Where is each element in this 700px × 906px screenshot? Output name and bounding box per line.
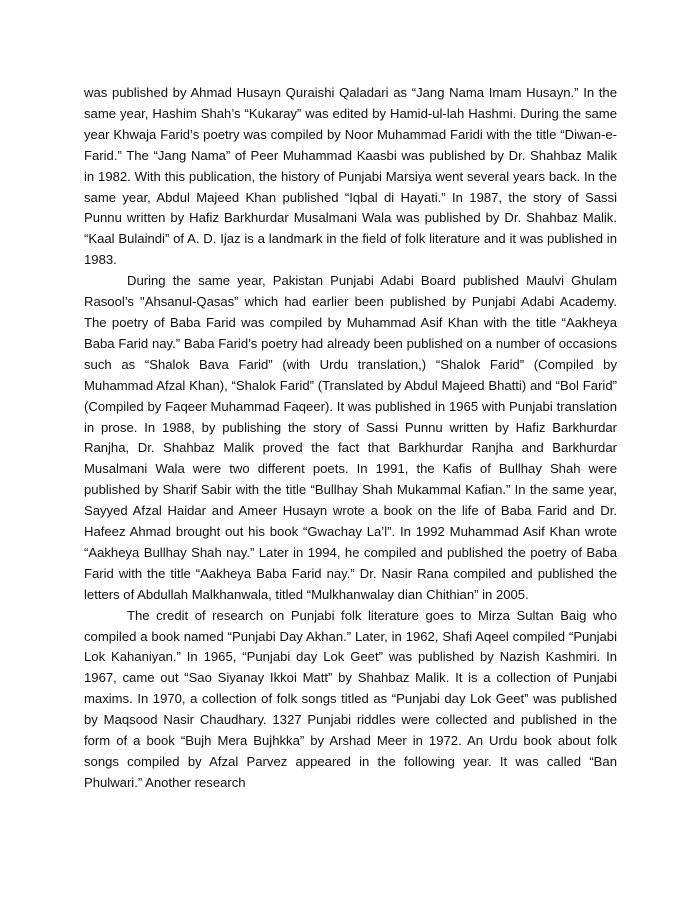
- paragraph-punjabi-adabi-board: During the same year, Pakistan Punjabi Adabi Board published Maulvi Ghulam Rasool’s "Ahsanul-Qasas” which had earlier been published by Punjabi Adabi Academy. The poetry of Baba Farid was compiled by Muhammad Asif Khan with the title “Aakheya Baba Farid nay.” Baba Farid’s poetry had already been published on a number of occasions such as “Shalok Bava Farid” (with Urdu translation,) “Shalok Farid” (Compiled by Muhammad Afzal Khan), “Shalok Farid” (Translated by Abdul Majeed Bhatti) and “Bol Farid” (Compiled by Faqeer Muhammad Faqeer). It was published in 1965 with Punjabi translation in prose. In 1988, by publishing the story of Sassi Punnu written by Hafiz Barkhurdar Ranjha, Dr. Shahbaz Malik proved the fact that Barkhurdar Ranjha and Barkhurdar Musalmani Wala were two different poets. In 1991, the Kafis of Bullhay Shah were published by Sharif Sabir with the title “Bullhay Shah Mukammal Kafian.” In the same year, Sayyed Afzal Haidar and Ameer Husayn wrote a book on the life of Baba Farid and Dr. Hafeez Ahmad brought out his book “Gwachay La’l”. In 1992 Muhammad Asif Khan wrote “Aakheya Bullhay Shah nay.” Later in 1994, he compiled and published the poetry of Baba Farid with the title “Aakheya Baba Farid nay.” Dr. Nasir Rana compiled and published the letters of Abdullah Malkhanwala, titled “Mulkhanwalay dian Chithian” in 2005.: [84, 273, 617, 602]
- document-page: [84, 83, 617, 794]
- paragraph-continuation: was published by Ahmad Husayn Quraishi Qaladari as “Jang Nama Imam Husayn.” In the same year, Hashim Shah’s “Kukaray” was edited by Hamid-ul-lah Hashmi. During the same year Khwaja Farid’s poetry was compiled by Noor Muhammad Faridi with the title “Diwan-e-Farid.” The “Jang Nama” of Peer Muhammad Kaasbi was published by Dr. Shahbaz Malik in 1982. With this publication, the history of Punjabi Marsiya went several years back. In the same year, Abdul Majeed Khan published “Iqbal di Hayati.” In 1987, the story of Sassi Punnu written by Hafiz Barkhurdar Musalmani Wala was published by Dr. Shahbaz Malik. “Kaal Bulaindi” of A. D. Ijaz is a landmark in the field of folk literature and it was published in 1983.: [84, 85, 617, 268]
- paragraph-folk-literature-research: The credit of research on Punjabi folk literature goes to Mirza Sultan Baig who compiled a book named “Punjabi Day Akhan.” Later, in 1962, Shafi Aqeel compiled “Punjabi Lok Kahaniyan.” In 1965, “Punjabi day Lok Geet” was published by Nazish Kashmiri. In 1967, came out “Sao Siyanay Ikkoi Matt” by Shahbaz Malik. It is a collection of Punjabi maxims. In 1970, a collection of folk songs titled as “Punjabi day Lok Geet” was published by Maqsood Nasir Chaudhary. 1327 Punjabi riddles were collected and published in the form of a book “Bujh Mera Bujhkka” by Arshad Meer in 1972. An Urdu book about folk songs compiled by Afzal Parvez appeared in the following year. It was called “Ban Phulwari.” Another research: [84, 607, 617, 790]
